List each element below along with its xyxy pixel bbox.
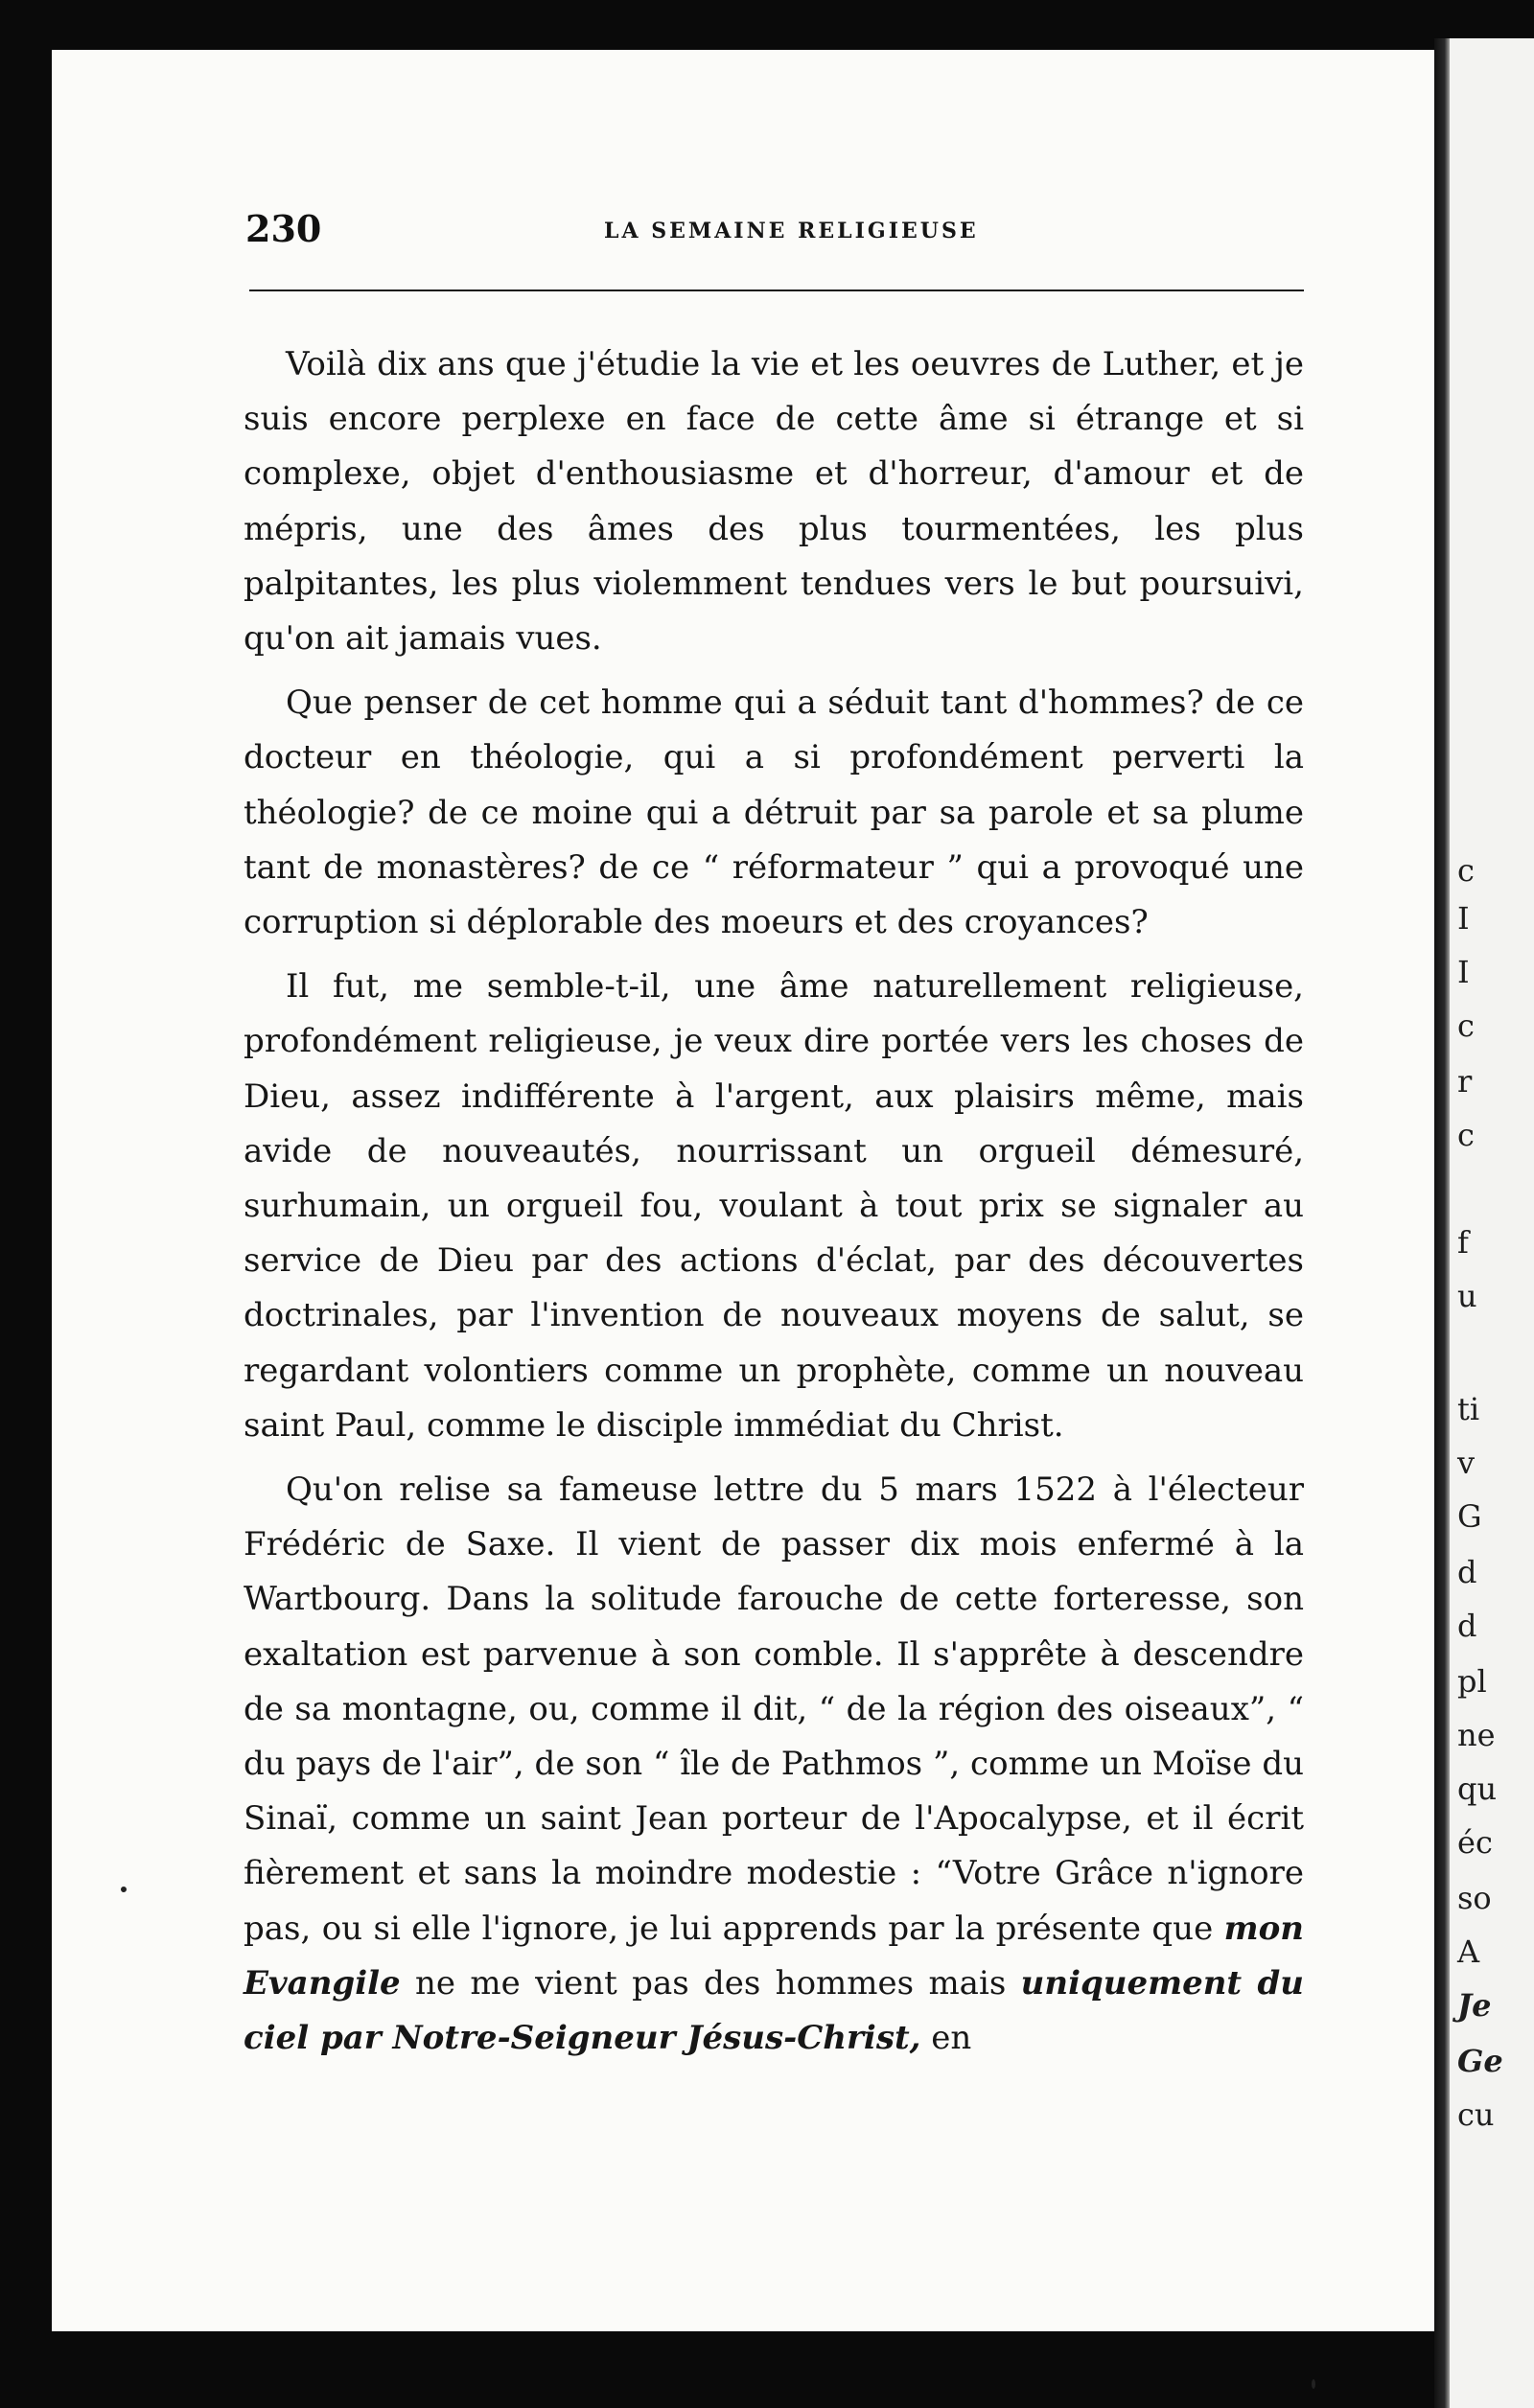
paragraph-text: Il fut, me semble-t-il, une âme naturellement religieuse, profondément religieuse, je veux dire portée vers les choses de Dieu, assez indifférente à l'argent, aux plaisirs même, mais avide de nouveautés, nourrissant un orgueil démesuré, surhumain, un orgueil fou, voulant à tout prix se signaler au service de Dieu par des actions d'éclat, par des découvertes doctrinales, par l'invention de nouveaux moyens de salut, se regardant volontiers comme un prophète, comme un nouveau saint Paul, comme le disciple immédiat du Christ. xyxy=(244,967,1304,1445)
facing-page-fragment: d xyxy=(1457,1608,1477,1644)
facing-page-fragment: pl xyxy=(1457,1663,1487,1700)
facing-page-edge xyxy=(1450,38,1534,2408)
facing-page-fragment: v xyxy=(1457,1445,1476,1481)
paragraph-text: en xyxy=(920,2019,972,2058)
paragraph-text: ne me vient pas des hommes mais xyxy=(400,1963,1021,2003)
facing-page-fragment: d xyxy=(1457,1554,1477,1590)
facing-page-fragment: G xyxy=(1457,1498,1482,1535)
paragraph-text: Qu'on relise sa fameuse lettre du 5 mars 1522 à l'électeur Frédéric de Saxe. Il vient de passer dix mois enfermé à la Wartbourg. Dans la solitude farouche de cette forteresse, son exaltation est parvenue à son comble. Il s'apprête à descendre de sa montagne, ou, comme il dit, “ de la région des oiseaux”, “ du pays de l'air”, de son “ île de Pathmos ”, comme un Moïse du Sinaï, comme un saint Jean porteur de l'Apocalypse, et il écrit fièrement et sans la moindre modestie : “Votre Grâce n'ignore pas, ou si elle l'ignore, je lui apprends par la présente que xyxy=(244,1470,1304,1948)
facing-page-fragment: ti xyxy=(1457,1391,1480,1427)
emphasis-text: mon Evangile xyxy=(244,1909,1304,2003)
paragraph xyxy=(244,337,1304,666)
facing-page-fragment: qu xyxy=(1457,1771,1498,1807)
facing-page-fragment: A xyxy=(1457,1933,1480,1970)
facing-page-fragment: I xyxy=(1457,954,1470,990)
facing-page-fragment: c xyxy=(1457,852,1475,889)
emphasis-text: uniquement du ciel par Notre-Seigneur Jésus-Christ, xyxy=(244,1963,1305,2058)
paragraph-text: Voilà dix ans que j'étudie la vie et les oeuvres de Luther, et je suis encore perplexe en face de cette âme si étrange et si complexe, objet d'enthousiasme et d'horreur, d'amour et de mépris, une des âmes des plus tourmentées, les plus palpitantes, les plus violemment tendues vers le but poursuivi, qu'on ait jamais vues. xyxy=(244,345,1304,659)
facing-page-fragment: u xyxy=(1457,1278,1477,1314)
facing-page-fragment: Ge xyxy=(1457,2043,1503,2079)
facing-page-fragment: so xyxy=(1457,1880,1492,1916)
page-header xyxy=(192,161,1304,250)
ink-speck xyxy=(121,1887,127,1892)
facing-page-fragment: ne xyxy=(1457,1717,1496,1753)
paragraph xyxy=(244,960,1304,1453)
facing-page-fragment: c xyxy=(1457,1117,1475,1153)
facing-page-fragment: Je xyxy=(1457,1987,1492,2024)
facing-page-fragment: r xyxy=(1457,1063,1473,1100)
facing-page-fragment: c xyxy=(1457,1007,1475,1044)
facing-page-fragment: f xyxy=(1457,1224,1469,1261)
ink-speck xyxy=(1312,2379,1315,2389)
header-rule xyxy=(249,289,1304,291)
body-text xyxy=(244,337,1304,2075)
running-head: LA SEMAINE RELIGIEUSE xyxy=(604,219,979,243)
facing-page-fragment: I xyxy=(1457,900,1470,937)
facing-page-fragment: cu xyxy=(1457,2096,1495,2133)
paragraph xyxy=(244,676,1304,950)
paragraph xyxy=(244,1463,1304,2066)
facing-page-fragment: éc xyxy=(1457,1824,1493,1861)
page-number: 230 xyxy=(245,207,322,250)
paragraph-text: Que penser de cet homme qui a séduit tant d'hommes? de ce docteur en théologie, qui a si profondément perverti la théologie? de ce moine qui a détruit par sa parole et sa plume tant de monastères? de ce “ réformateur ” qui a provoqué une corruption si déplorable des moeurs et des croyances? xyxy=(244,683,1304,942)
